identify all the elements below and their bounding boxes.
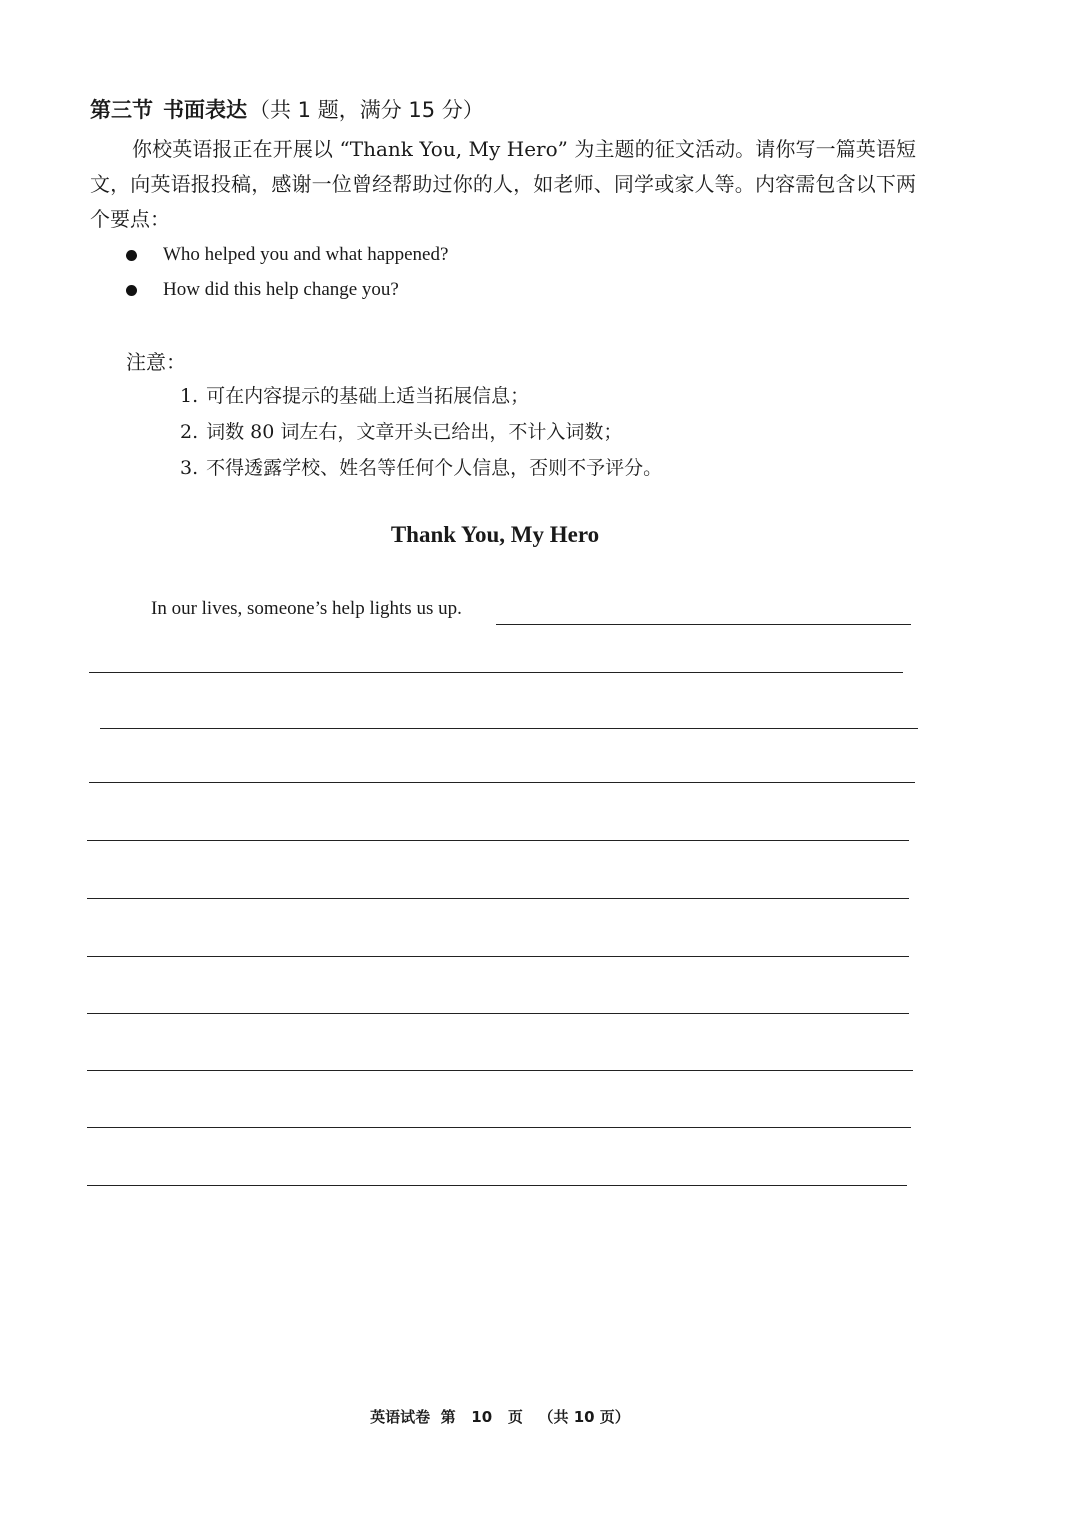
note-number: 3. (180, 457, 199, 479)
note-text: 可在内容提示的基础上适当拓展信息； (206, 385, 530, 407)
note-number: 1. (180, 385, 199, 407)
answer-line[interactable] (87, 1127, 911, 1128)
content-point-text: How did this help change you? (163, 279, 399, 300)
note-item (180, 416, 662, 452)
answer-line[interactable] (87, 1070, 913, 1071)
bullet-icon (126, 250, 137, 261)
content-point (124, 240, 448, 275)
section-heading (90, 94, 484, 124)
essay-title: Thank You, My Hero (390, 522, 600, 547)
section-title: 书面表达 (163, 98, 247, 122)
answer-line[interactable] (87, 840, 909, 841)
section-score: （共 1 题，满分 15 分） (249, 98, 484, 122)
content-point-text: Who helped you and what happened? (163, 244, 449, 265)
notes-list (180, 380, 662, 488)
answer-line[interactable] (87, 956, 909, 957)
answer-line[interactable] (496, 624, 911, 625)
note-text: 不得透露学校、姓名等任何个人信息，否则不予评分。 (206, 457, 663, 479)
content-point (124, 275, 448, 310)
section-name: 第三节 (90, 98, 153, 122)
answer-line[interactable] (100, 728, 918, 729)
answer-line[interactable] (89, 672, 903, 673)
content-points (124, 240, 448, 310)
note-number: 2. (180, 421, 199, 443)
note-text: 词数 80 词左右，文章开头已给出，不计入词数； (206, 421, 623, 443)
answer-line[interactable] (87, 1185, 907, 1186)
page-footer: 英语试卷 第 10 页 （共 10 页） (370, 1408, 630, 1426)
answer-line[interactable] (89, 782, 915, 783)
essay-opening-sentence: In our lives, someone’s help lights us up. (151, 598, 462, 619)
notes-label: 注意： (126, 350, 186, 374)
bullet-icon (126, 285, 137, 296)
note-item (180, 380, 662, 416)
note-item (180, 452, 662, 488)
writing-prompt: 你校英语报正在开展以 “Thank You, My Hero” 为主题的征文活动。请你写一篇英语短文，向英语报投稿，感谢一位曾经帮助过你的人，如老师、同学或家人等。内容需包含以下两个要点： (90, 137, 916, 231)
answer-line[interactable] (87, 898, 909, 899)
answer-line[interactable] (87, 1013, 909, 1014)
